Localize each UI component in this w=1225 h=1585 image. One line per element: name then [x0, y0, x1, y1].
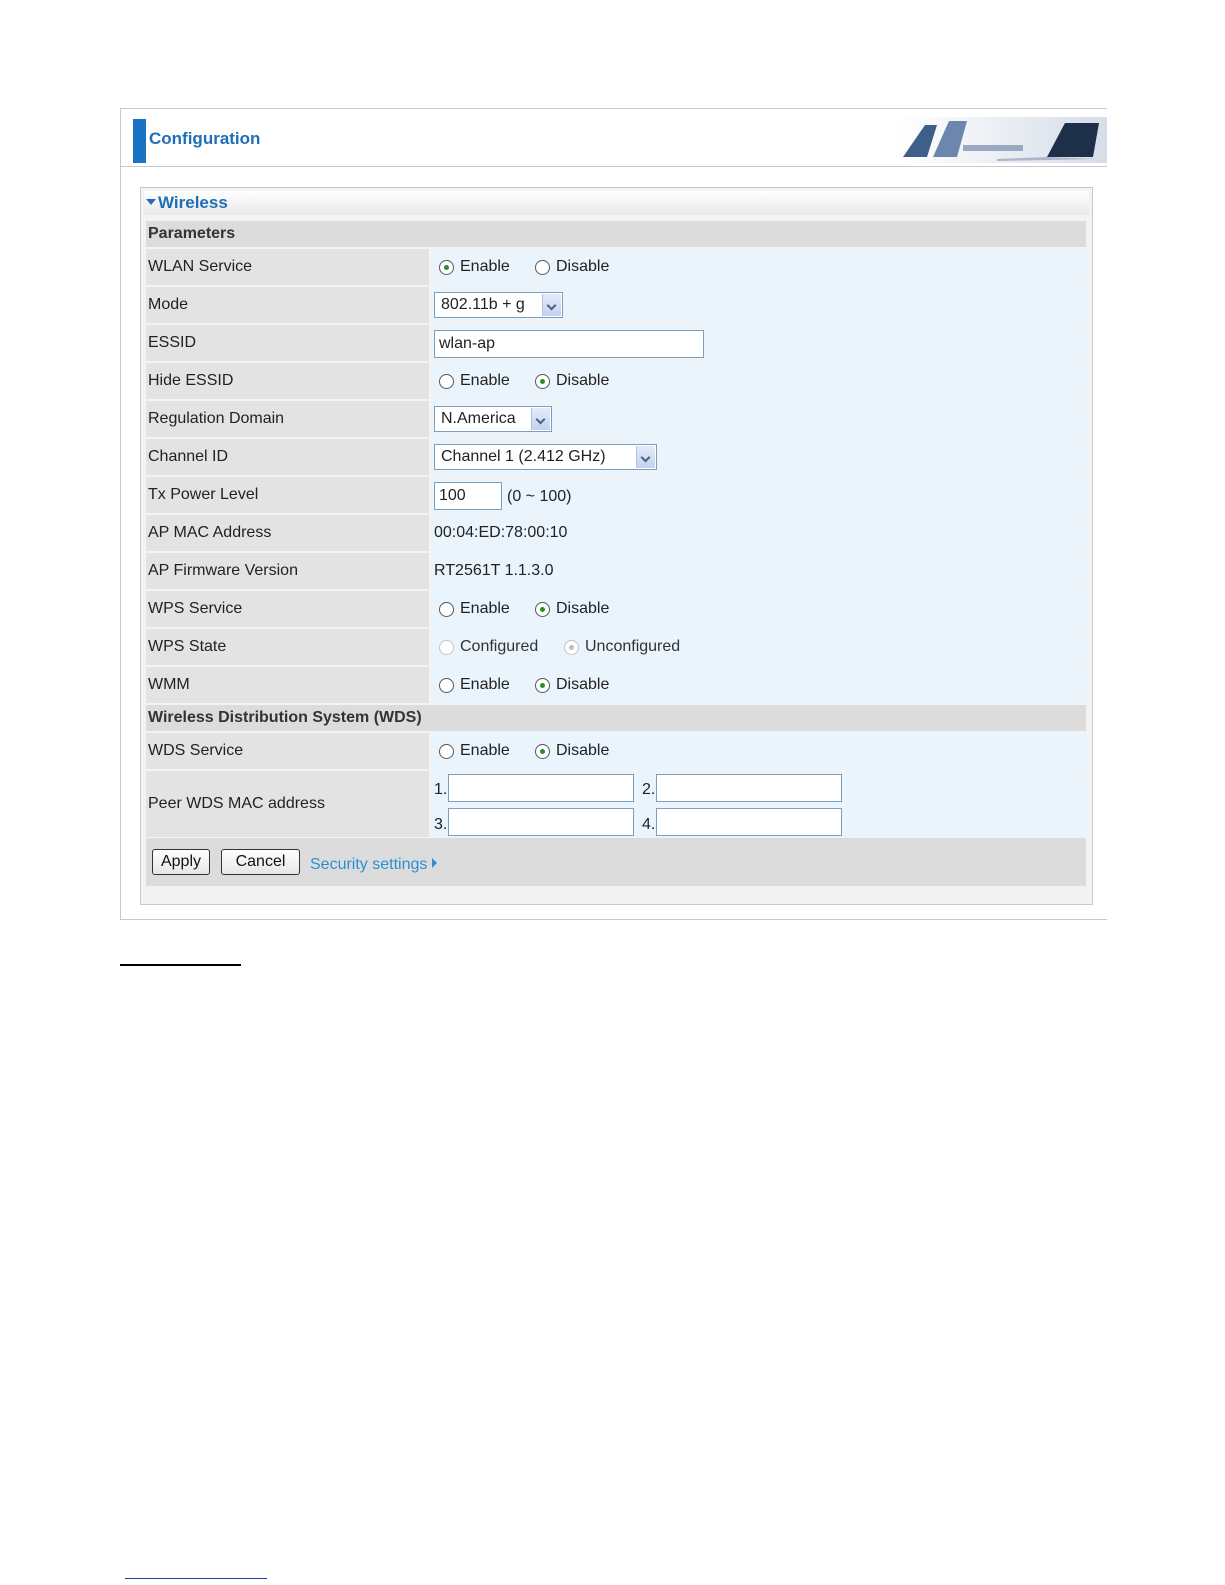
- row-wps-state: [146, 629, 1086, 665]
- cancel-button[interactable]: Cancel: [221, 849, 300, 875]
- mode-select[interactable]: 802.11b + g: [434, 292, 563, 318]
- wireless-title-text: Wireless: [158, 193, 228, 212]
- wds-service-enable-radio[interactable]: Enable: [439, 742, 510, 760]
- row-wds-service: [146, 733, 1086, 769]
- peer-wds-mac-1-input[interactable]: [448, 774, 634, 802]
- regulation-domain-label: Regulation Domain: [146, 401, 429, 437]
- row-tx-power: [146, 477, 1086, 513]
- wds-service-disable-radio[interactable]: Disable: [535, 742, 609, 760]
- wmm-disable-radio[interactable]: Disable: [535, 676, 609, 694]
- row-regulation-domain: [146, 401, 1086, 437]
- page-title: Configuration: [149, 129, 261, 148]
- essid-label: ESSID: [146, 325, 429, 361]
- wps-state-label: WPS State: [146, 629, 429, 665]
- hide-essid-disable-radio[interactable]: Disable: [535, 372, 609, 390]
- row-channel-id: [146, 439, 1086, 475]
- tx-power-label: Tx Power Level: [146, 477, 429, 513]
- row-wps-service: [146, 591, 1086, 627]
- wps-service-disable-radio[interactable]: Disable: [535, 600, 609, 618]
- chevron-down-icon: [636, 446, 655, 468]
- tx-power-input[interactable]: 100: [434, 482, 502, 510]
- wlan-service-disable-radio[interactable]: Disable: [535, 258, 609, 276]
- wps-service-enable-radio[interactable]: Enable: [439, 600, 510, 618]
- row-wlan-service: [146, 249, 1086, 285]
- peer-wds-mac-2-input[interactable]: [656, 774, 842, 802]
- wds-service-label: WDS Service: [146, 733, 429, 769]
- section-parameters: Parameters: [146, 221, 1086, 247]
- chevron-right-icon: [432, 858, 437, 868]
- ap-mac-value: 00:04:ED:78:00:10: [434, 524, 568, 541]
- security-settings-link[interactable]: Security settings: [310, 856, 437, 874]
- wps-service-label: WPS Service: [146, 591, 429, 627]
- hide-essid-label: Hide ESSID: [146, 363, 429, 399]
- row-ap-firmware: [146, 553, 1086, 589]
- wireless-panel-title[interactable]: [144, 191, 1089, 215]
- channel-id-label: Channel ID: [146, 439, 429, 475]
- peer-wds-mac-4-input[interactable]: [656, 808, 842, 836]
- ap-firmware-value: RT2561T 1.1.3.0: [434, 562, 554, 579]
- computer-banner-icon: [897, 117, 1107, 163]
- mode-label: Mode: [146, 287, 429, 323]
- row-essid: [146, 325, 1086, 361]
- wmm-enable-radio[interactable]: Enable: [439, 676, 510, 694]
- config-header: [121, 109, 1107, 167]
- apply-button[interactable]: Apply: [152, 849, 210, 875]
- row-mode: [146, 287, 1086, 323]
- hide-essid-enable-radio[interactable]: Enable: [439, 372, 510, 390]
- document-underline: [120, 964, 241, 966]
- wps-state-configured-radio: Configured: [439, 638, 538, 656]
- wlan-service-enable-radio[interactable]: Enable: [439, 258, 510, 276]
- tx-power-range: (0 ~ 100): [507, 488, 572, 505]
- button-bar: [146, 838, 1086, 886]
- wmm-label: WMM: [146, 667, 429, 703]
- chevron-down-icon: [531, 408, 550, 430]
- row-hide-essid: [146, 363, 1086, 399]
- regulation-domain-select[interactable]: N.America: [434, 406, 552, 432]
- ap-mac-label: AP MAC Address: [146, 515, 429, 551]
- wlan-service-label: WLAN Service: [146, 249, 429, 285]
- footer-rule: [125, 1578, 267, 1579]
- collapse-triangle-icon: [146, 199, 156, 205]
- header-accent-bar: [133, 119, 146, 163]
- wireless-panel: [140, 187, 1093, 905]
- peer-wds-mac-3-input[interactable]: [448, 808, 634, 836]
- peer-wds-label: Peer WDS MAC address: [146, 771, 429, 837]
- row-ap-mac: [146, 515, 1086, 551]
- section-wds: Wireless Distribution System (WDS): [146, 705, 1086, 731]
- ap-firmware-label: AP Firmware Version: [146, 553, 429, 589]
- wps-state-unconfigured-radio: Unconfigured: [564, 638, 680, 656]
- essid-input[interactable]: wlan-ap: [434, 330, 704, 358]
- channel-id-select[interactable]: Channel 1 (2.412 GHz): [434, 444, 657, 470]
- config-frame: [120, 108, 1107, 920]
- chevron-down-icon: [542, 294, 561, 316]
- row-peer-wds: Peer WDS MAC address 1. 2. 3. 4.: [146, 771, 1086, 837]
- row-wmm: [146, 667, 1086, 703]
